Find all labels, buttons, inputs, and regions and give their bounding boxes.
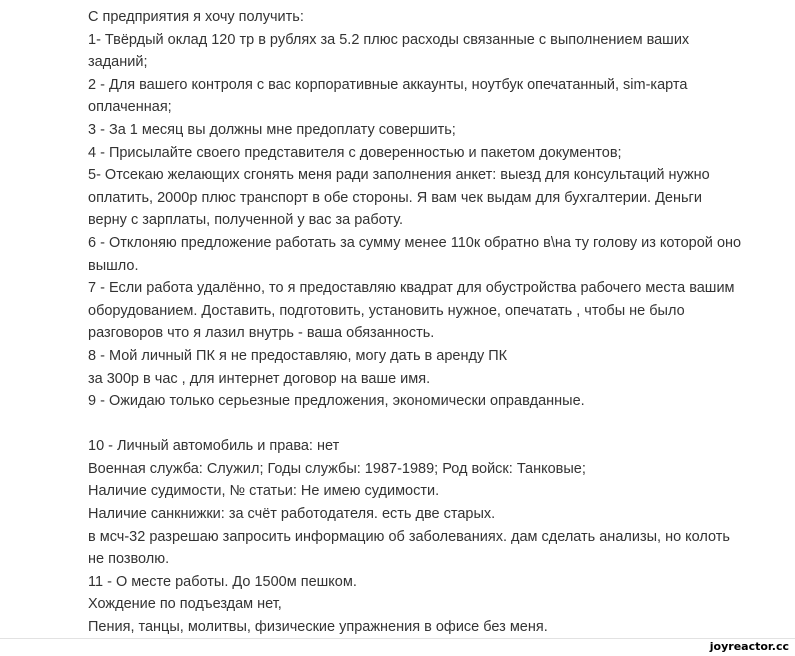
site-watermark[interactable]: joyreactor.cc	[709, 640, 789, 653]
text-line: 2 - Для вашего контроля с вас корпоративные аккаунты, ноутбук опечатанный, sim-карта	[88, 76, 688, 93]
text-line: верну с зарплаты, полученной у вас за работу.	[88, 212, 404, 229]
text-line: Хождение по подъездам нет,	[88, 596, 282, 613]
text-line: 8 - Мой личный ПК я не предоставляю, могу дать в аренду ПК	[88, 347, 508, 364]
text-line: Наличие санкнижки: за счёт работодателя. есть две старых.	[88, 506, 496, 523]
text-line: Наличие судимости, № статьи: Не имею судимости.	[88, 483, 440, 500]
blank-line	[88, 413, 778, 436]
text-line: вышло.	[88, 257, 139, 274]
text-line: 1- Твёрдый оклад 120 тр в рублях за 5.2 плюс расходы связанные с выполнением ваших	[88, 31, 690, 48]
text-line: разговоров что я лазил внутрь - ваша обязанность.	[88, 325, 435, 342]
text-line: 10 - Личный автомобиль и права: нет	[88, 438, 340, 455]
document-text	[88, 6, 778, 639]
text-line: 11 - О месте работы. До 1500м пешком.	[88, 573, 357, 590]
text-line: 6 - Отклоняю предложение работать за сумму менее 110к обратно в\на ту голову из которой оно	[88, 234, 742, 251]
text-line: 5- Отсекаю желающих сгонять меня ради заполнения анкет: выезд для консультаций нужно	[88, 167, 710, 184]
text-line: 7 - Если работа удалённо, то я предоставляю квадрат для обустройства рабочего места вашим	[88, 280, 735, 297]
text-line: в мсч-32 разрешаю запросить информацию об заболеваниях. дам сделать анализы, но колоть	[88, 528, 730, 545]
text-line: оплатить, 2000р плюс транспорт в обе стороны. Я вам чек выдам для бухгалтерии. Деньги	[88, 189, 702, 206]
text-line: заданий;	[88, 54, 148, 71]
text-line: Военная служба: Служил; Годы службы: 1987-1989; Род войск: Танковые;	[88, 460, 586, 477]
text-line: не позволю.	[88, 551, 170, 568]
text-line: С предприятия я хочу получить:	[88, 9, 304, 25]
text-line: 4 - Присылайте своего представителя с доверенностью и пакетом документов;	[88, 144, 622, 161]
text-line: Пения, танцы, молитвы, физические упражнения в офисе без меня.	[88, 619, 548, 636]
text-line: 3 - За 1 месяц вы должны мне предоплату совершить;	[88, 121, 456, 138]
text-line: оборудованием. Доставить, подготовить, установить нужное, опечатать , чтобы не было	[88, 302, 685, 319]
text-line: за 300р в час , для интернет договор на ваше имя.	[88, 370, 431, 387]
text-line: оплаченная;	[88, 99, 172, 116]
text-line: 9 - Ожидаю только серьезные предложения, экономически оправданные.	[88, 393, 585, 410]
footer-bar	[0, 638, 795, 656]
